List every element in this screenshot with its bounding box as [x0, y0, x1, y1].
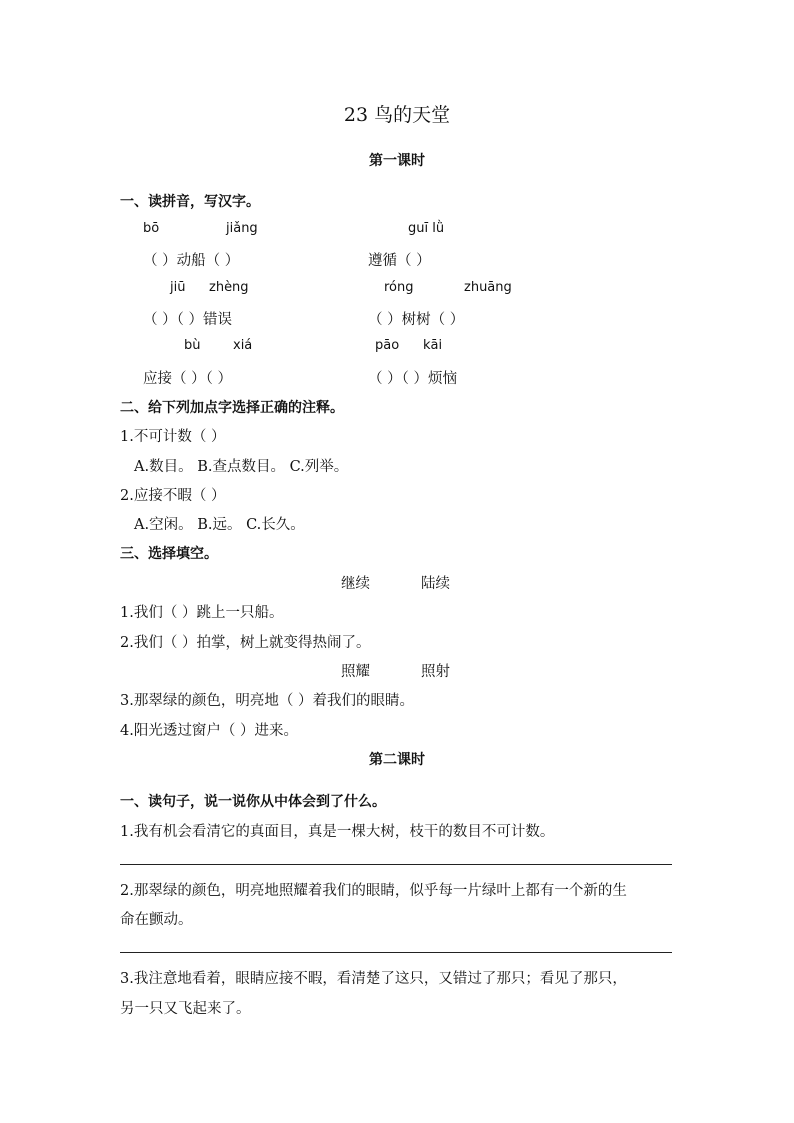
s2-options-1: A.数目。 B.查点数目。 C.列举。 [134, 459, 349, 475]
pinyin-xia: xiá [233, 338, 253, 353]
blank-line-2a: （ ）（ ）错误 [143, 312, 232, 328]
page-title: 23 鸟的天堂 [343, 104, 451, 126]
pinyin-bo: bō [143, 221, 160, 236]
pinyin-zheng: zhèng [209, 280, 249, 295]
blank-line-3b: （ ）（ ）烦恼 [368, 371, 457, 387]
l2-sentence-2a: 2.那翠绿的颜色，明亮地照耀着我们的眼睛，似乎每一片绿叶上都有一个新的生 [120, 883, 627, 899]
pinyin-jiu: jiū [170, 280, 186, 295]
blank-line-2b: （ ）树树（ ） [368, 312, 465, 328]
l2-sentence-3b: 另一只又飞起来了。 [120, 1001, 251, 1017]
s2-question-2: 2.应接不暇（ ） [120, 488, 226, 504]
s2-options-2: A.空闲。 B.远。 C.长久。 [134, 517, 305, 533]
pinyin-zhuang: zhuāng [464, 280, 512, 295]
blank-line-1a: （ ）动船（ ） [143, 253, 240, 269]
blank-line-3a: 应接（ ）（ ） [143, 371, 232, 387]
lesson2-heading: 第二课时 [369, 752, 425, 768]
section3-heading: 三、选择填空。 [120, 546, 218, 562]
pinyin-bu: bù [184, 338, 201, 353]
answer-line-2[interactable] [120, 952, 672, 953]
s3-question-2: 2.我们（ ）拍掌，树上就变得热闹了。 [120, 635, 371, 651]
word-choice-jixu: 继续 [341, 576, 370, 592]
s3-question-3: 3.那翠绿的颜色，明亮地（ ）着我们的眼睛。 [120, 693, 414, 709]
word-choice-zhaoyao: 照耀 [341, 664, 370, 680]
section2-heading: 二、给下列加点字选择正确的注释。 [120, 400, 344, 416]
section1-heading: 一、读拼音，写汉字。 [120, 194, 260, 210]
l2-sentence-1: 1.我有机会看清它的真面目，真是一棵大树，枝干的数目不可计数。 [120, 824, 555, 840]
pinyin-jiang: jiǎng [226, 221, 258, 236]
pinyin-pao: pāo [375, 338, 400, 353]
pinyin-kai: kāi [423, 338, 443, 353]
s3-question-1: 1.我们（ ）跳上一只船。 [120, 605, 284, 621]
l2-sentence-3a: 3.我注意地看着，眼睛应接不暇，看清楚了这只，又错过了那只；看见了那只， [120, 971, 627, 987]
blank-line-1b: 遵循（ ） [368, 253, 431, 269]
l2-sentence-2b: 命在颤动。 [120, 912, 193, 928]
l2-section1-heading: 一、读句子，说一说你从中体会到了什么。 [120, 794, 386, 810]
answer-line-1[interactable] [120, 864, 672, 865]
lesson1-heading: 第一课时 [369, 153, 425, 169]
s3-question-4: 4.阳光透过窗户（ ）进来。 [120, 723, 298, 739]
word-choice-zhaoshe: 照射 [421, 664, 450, 680]
word-choice-luxu: 陆续 [421, 576, 450, 592]
pinyin-rong: róng [384, 280, 414, 295]
pinyin-guilv: guī lǜ [408, 221, 445, 236]
s2-question-1: 1.不可计数（ ） [120, 429, 226, 445]
